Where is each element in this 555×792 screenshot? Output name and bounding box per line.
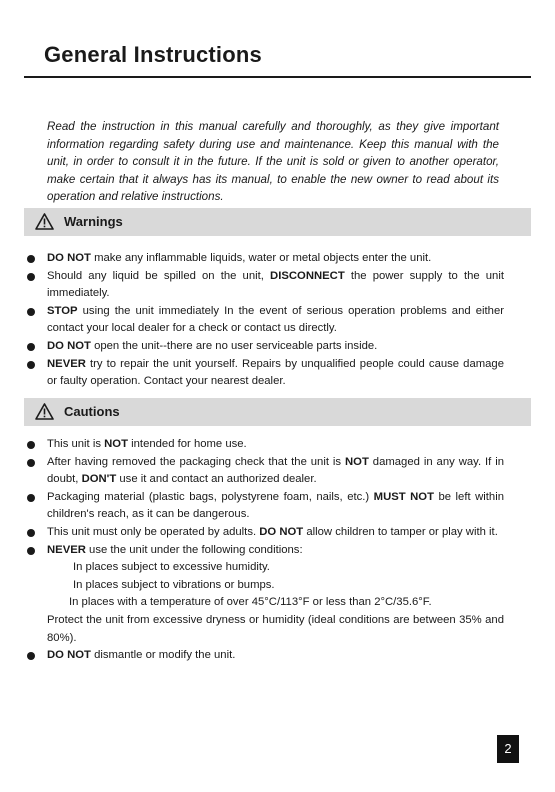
bullet-icon	[27, 361, 35, 369]
bullet-icon	[27, 273, 35, 281]
cautions-heading: Cautions	[64, 404, 120, 419]
bullet-icon	[27, 343, 35, 351]
condition-temperature: In places with a temperature of over 45°C/113°F or less than 2°C/35.6°F.	[69, 596, 432, 609]
cautions-list	[24, 436, 504, 665]
bullet-icon	[27, 255, 35, 263]
caution-triangle-icon	[35, 403, 54, 420]
list-item: NEVER use the unit under the following conditions: In places subject to excessive humidity. In places subject to vibrations or bumps. In places with a temperature of over 45°C/113°F or less than 2°C/35.6°F. Protect the unit from excessive dryness or humidity (ideal conditions are between 35% and 80%).	[24, 542, 504, 648]
list-item: NEVER try to repair the unit yourself. Repairs by unqualified people could cause damage or faulty operation. Contact your nearest dealer.	[24, 356, 504, 391]
condition-humidity: In places subject to excessive humidity.	[73, 561, 270, 574]
bullet-icon	[27, 652, 35, 660]
bullet-icon	[27, 494, 35, 502]
list-item: Packaging material (plastic bags, polystyrene foam, nails, etc.) MUST NOT be left within children's reach, as it can be dangerous.	[24, 489, 504, 524]
list-item: STOP using the unit immediately In the event of serious operation problems and either contact your local dealer for a check or contact us directly.	[24, 303, 504, 338]
bullet-icon	[27, 308, 35, 316]
protection-note: Protect the unit from excessive dryness or humidity (ideal conditions are between 35% and 80%).	[47, 613, 504, 644]
warning-triangle-icon	[35, 213, 54, 230]
warnings-heading: Warnings	[64, 214, 123, 229]
warnings-list	[24, 250, 504, 391]
list-item: This unit is NOT intended for home use.	[24, 436, 504, 454]
list-item: DO NOT open the unit--there are no user serviceable parts inside.	[24, 338, 504, 356]
cautions-header	[24, 398, 531, 426]
bullet-icon	[27, 459, 35, 467]
list-item: DO NOT make any inflammable liquids, water or metal objects enter the unit.	[24, 250, 504, 268]
condition-vibration: In places subject to vibrations or bumps.	[73, 578, 275, 591]
bullet-icon	[27, 529, 35, 537]
page-title: General Instructions	[44, 42, 262, 67]
list-item: DO NOT dismantle or modify the unit.	[24, 647, 504, 665]
intro-paragraph: Read the instruction in this manual carefully and thoroughly, as they give important information regarding safety during use and maintenance. Keep this manual with the unit, in order to consult it in the future. If the unit is sold or given to another operator, make certain that it always has its manual, to enable the new owner to read about its operation and relative instructions.	[47, 120, 499, 204]
list-item: This unit must only be operated by adults. DO NOT allow children to tamper or play with it.	[24, 524, 504, 542]
title-divider	[24, 76, 531, 78]
list-item: Should any liquid be spilled on the unit, DISCONNECT the power supply to the unit immediately.	[24, 268, 504, 303]
page-number: 2	[497, 735, 519, 763]
list-item: After having removed the packaging check that the unit is NOT damaged in any way. If in doubt, DON'T use it and contact an authorized dealer.	[24, 454, 504, 489]
bullet-icon	[27, 547, 35, 555]
warnings-header	[24, 208, 531, 236]
bullet-icon	[27, 441, 35, 449]
